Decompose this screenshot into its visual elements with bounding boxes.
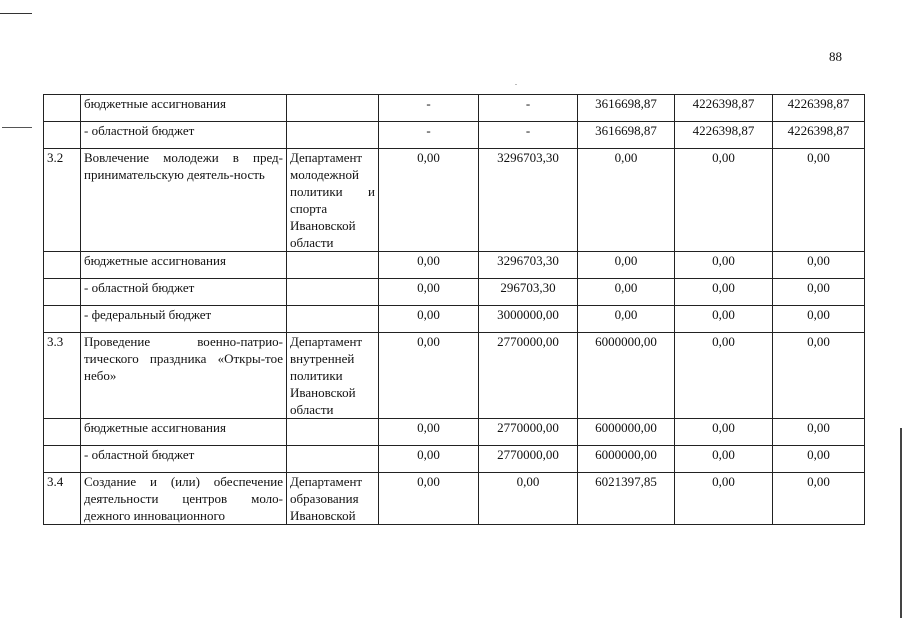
value-cell: 0,00 (578, 252, 675, 279)
value-cell: 6021397,85 (578, 473, 675, 525)
table-row (44, 95, 865, 122)
item-number: 3.4 (44, 473, 81, 525)
value-cell: 0,00 (773, 279, 865, 306)
item-description: бюджетные ассигнования (81, 252, 287, 279)
table-row (44, 122, 865, 149)
item-description: - областной бюджет (81, 279, 287, 306)
value-cell: 6000000,00 (578, 333, 675, 419)
value-cell: 0,00 (675, 333, 773, 419)
item-number (44, 446, 81, 473)
item-description: - федеральный бюджет (81, 306, 287, 333)
value-cell: 0,00 (773, 306, 865, 333)
department (287, 306, 379, 333)
table-row (44, 333, 865, 419)
value-cell: 0,00 (379, 252, 479, 279)
department (287, 252, 379, 279)
value-cell: 0,00 (675, 446, 773, 473)
value-cell: 0,00 (675, 473, 773, 525)
value-cell: 0,00 (379, 149, 479, 252)
page-number: 88 (829, 49, 842, 64)
department (287, 446, 379, 473)
value-cell: 0,00 (379, 473, 479, 525)
table-row (44, 446, 865, 473)
table-row (44, 252, 865, 279)
item-number (44, 122, 81, 149)
item-number: 3.3 (44, 333, 81, 419)
value-cell: 296703,30 (479, 279, 578, 306)
value-cell: - (379, 95, 479, 122)
value-cell: 0,00 (773, 446, 865, 473)
item-number: 3.2 (44, 149, 81, 252)
department (287, 279, 379, 306)
value-cell: 0,00 (578, 306, 675, 333)
value-cell: 4226398,87 (773, 95, 865, 122)
value-cell: 0,00 (379, 419, 479, 446)
item-description: - областной бюджет (81, 446, 287, 473)
value-cell: - (479, 95, 578, 122)
value-cell: 3000000,00 (479, 306, 578, 333)
scan-speck (515, 84, 517, 85)
value-cell: 0,00 (773, 252, 865, 279)
value-cell: 2770000,00 (479, 333, 578, 419)
item-description: Создание и (или) обеспечение деятельности центров моло-дежного инновационного (81, 473, 287, 525)
value-cell: 2770000,00 (479, 419, 578, 446)
value-cell: 0,00 (675, 149, 773, 252)
value-cell: 4226398,87 (675, 122, 773, 149)
item-description: Вовлечение молодежи в пред-принимательскую деятель-ность (81, 149, 287, 252)
value-cell: 0,00 (479, 473, 578, 525)
item-description: - областной бюджет (81, 122, 287, 149)
value-cell: 0,00 (675, 252, 773, 279)
value-cell: 0,00 (773, 473, 865, 525)
item-number (44, 419, 81, 446)
value-cell: 4226398,87 (773, 122, 865, 149)
value-cell: 0,00 (379, 306, 479, 333)
item-number (44, 279, 81, 306)
item-description: бюджетные ассигнования (81, 95, 287, 122)
value-cell: 3616698,87 (578, 95, 675, 122)
department (287, 419, 379, 446)
department: Департамент молодежной политики и спорта Ивановской области (287, 149, 379, 252)
value-cell: - (479, 122, 578, 149)
budget-table (43, 94, 865, 525)
department: Департамент образования Ивановской (287, 473, 379, 525)
value-cell: 0,00 (578, 279, 675, 306)
scan-edge-mark (2, 127, 32, 128)
item-number (44, 95, 81, 122)
value-cell: 4226398,87 (675, 95, 773, 122)
table-row (44, 419, 865, 446)
value-cell: 6000000,00 (578, 446, 675, 473)
value-cell: - (379, 122, 479, 149)
item-description: Проведение военно-патрио-тического праздника «Откры-тое небо» (81, 333, 287, 419)
value-cell: 3296703,30 (479, 149, 578, 252)
table-row (44, 279, 865, 306)
item-description: бюджетные ассигнования (81, 419, 287, 446)
department: Департамент внутренней политики Ивановской области (287, 333, 379, 419)
scan-edge-mark (900, 428, 902, 618)
value-cell: 3616698,87 (578, 122, 675, 149)
value-cell: 0,00 (379, 279, 479, 306)
value-cell: 0,00 (675, 419, 773, 446)
value-cell: 0,00 (773, 419, 865, 446)
item-number (44, 306, 81, 333)
table-row (44, 149, 865, 252)
value-cell: 0,00 (675, 279, 773, 306)
scan-edge-mark (0, 13, 32, 14)
value-cell: 0,00 (773, 333, 865, 419)
value-cell: 0,00 (773, 149, 865, 252)
department (287, 122, 379, 149)
value-cell: 0,00 (675, 306, 773, 333)
value-cell: 3296703,30 (479, 252, 578, 279)
item-number (44, 252, 81, 279)
value-cell: 0,00 (379, 446, 479, 473)
value-cell: 6000000,00 (578, 419, 675, 446)
table-row (44, 306, 865, 333)
value-cell: 0,00 (379, 333, 479, 419)
value-cell: 2770000,00 (479, 446, 578, 473)
table-row (44, 473, 865, 525)
value-cell: 0,00 (578, 149, 675, 252)
department (287, 95, 379, 122)
